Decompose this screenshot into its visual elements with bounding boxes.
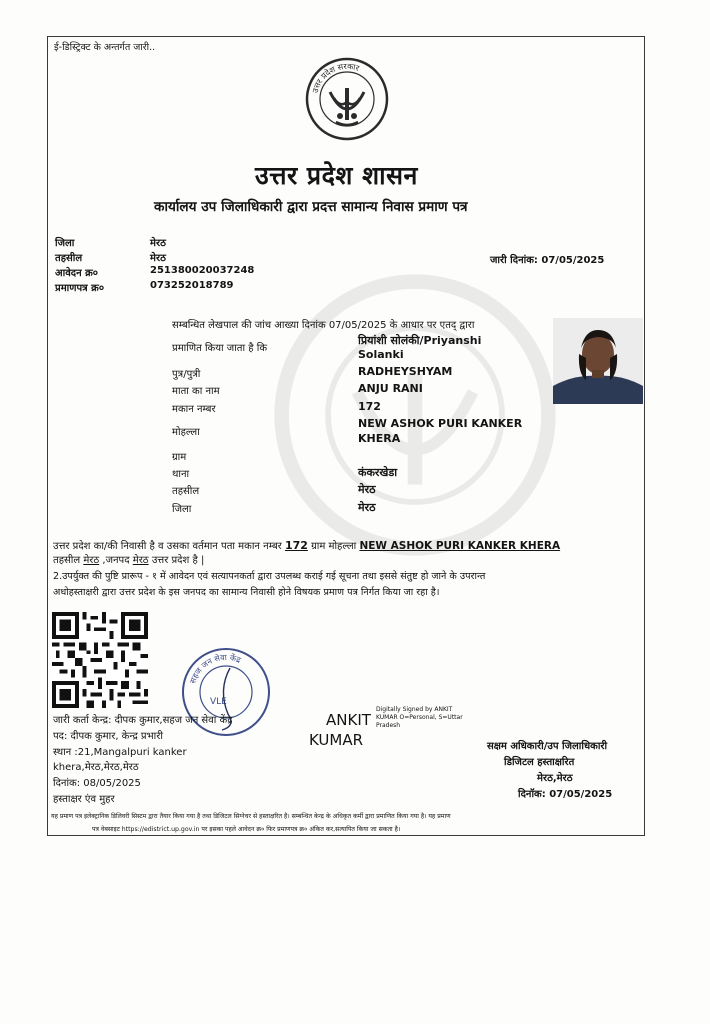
detail-label-police-station: थाना: [172, 469, 190, 480]
issue-date: जारी दिनांक: 07/05/2025: [490, 255, 605, 266]
district-label: जिला: [55, 238, 75, 249]
issuer-place-2: khera,मेरठ,मेरठ,मेरठ: [53, 762, 139, 773]
digital-sign-note-2: KUMAR O=Personal, S=Uttar: [376, 714, 463, 721]
page-title: उत्तर प्रदेश शासन: [255, 161, 418, 190]
district: मेरठ: [358, 501, 376, 514]
father-name: RADHEYSHYAM: [358, 365, 453, 378]
intro-line: सम्बन्धित लेखपाल की जांच आख्या दिनांक 07/05/2025 के आधार पर एतद् द्वारा: [172, 320, 475, 331]
detail-label-son-daughter: पुत्र/पुत्री: [172, 369, 201, 380]
certificate-subtitle: कार्यालय उप जिलाधिकारी द्वारा प्रदत्त सामान्य निवास प्रमाण पत्र: [154, 199, 468, 215]
detail-label-certified: प्रमाणित किया जाता है कि: [172, 343, 268, 354]
residence-locality: NEW ASHOK PURI KANKER KHERA: [359, 540, 561, 552]
residence-text-a: उत्तर प्रदेश का/की निवासी है व उसका वर्तमान पता मकान नम्बर: [53, 541, 282, 552]
residence-text-b: ग्राम मोहल्ला: [311, 541, 357, 552]
edistrict-note: ई-डिस्ट्रिक्ट के अन्तर्गत जारी..: [54, 42, 156, 53]
authority-digital-sign: डिजिटल हस्ताक्षरित: [504, 757, 575, 768]
application-no-label: आवेदन क्र०: [55, 268, 99, 279]
footer-line-2: पत्र वेबसाइट https://edistrict.up.gov.in पर इसका पहले आवेदन क्र० फिर प्रमाणपत्र क्र० अंकित कर,सत्यापित किया जा सकता है।: [92, 826, 401, 833]
digital-signer-name-1: ANKIT: [326, 711, 371, 729]
detail-label-locality: मोहल्ला: [172, 427, 200, 438]
issuer-date: दिनांक: 08/05/2025: [53, 778, 141, 789]
certificate-no-value: 073252018789: [150, 280, 234, 291]
residence-district: मेरठ: [132, 555, 149, 566]
issuing-center: जारी कर्ता केन्द्र: दीपक कुमार,सहज जन सेवा केंद्र: [53, 715, 233, 726]
qr-code-icon: [52, 612, 148, 708]
detail-label-house: मकान नम्बर: [172, 404, 216, 415]
authority-date: दिनॉक: 07/05/2025: [518, 789, 613, 800]
residence-tehsil: मेरठ: [83, 555, 100, 566]
tehsil-label: तहसील: [55, 253, 83, 264]
issuer-post: पद: दीपक कुमार, केन्द्र प्रभारी: [53, 731, 163, 742]
detail-label-mother: माता का नाम: [172, 386, 220, 397]
applicant-name-cont: Solanki: [358, 348, 404, 361]
tehsil-value: मेरठ: [150, 253, 166, 264]
digital-signer-name-2: KUMAR: [309, 731, 364, 749]
mother-name: ANJU RANI: [358, 382, 423, 395]
watermark-emblem-icon: [270, 270, 560, 560]
applicant-photo: [553, 318, 643, 404]
authority-title: सक्षम अधिकारी/उप जिलाधिकारी: [487, 741, 608, 752]
emblem-text: उत्तर प्रदेश सरकार: [310, 61, 361, 94]
detail-label-village: ग्राम: [172, 452, 187, 463]
house-number: 172: [358, 400, 381, 413]
locality-cont: KHERA: [358, 432, 401, 445]
footer-line-1: यह प्रमाण पत्र इलेक्ट्रानिक डिलिवरी सिस्टम द्वारा तैयार किया गया है तथा डिजिटल सिग्नेचर से हस्ताक्षरित है। सम्बन्धित केन्द्र के अधिकृत कर्मी द्वारा प्रमाणित किया गया है। यह प्रमाण: [51, 813, 451, 820]
up-govt-emblem-icon: [304, 56, 390, 142]
tehsil: मेरठ: [358, 483, 376, 496]
detail-label-tehsil: तहसील: [172, 486, 200, 497]
locality: NEW ASHOK PURI KANKER: [358, 417, 523, 430]
digital-sign-note-3: Pradesh: [376, 722, 401, 729]
applicant-name: प्रियांशी सोलंकी/Priyanshi: [358, 334, 482, 347]
residence-house-no: 172: [284, 539, 308, 552]
svg-text:उत्तर प्रदेश सरकार: [311, 62, 361, 94]
district-value: मेरठ: [150, 238, 166, 249]
issuer-sign-seal: हस्ताक्षर एंव मुहर: [53, 794, 115, 805]
police-station: कंकरखेडा: [358, 466, 398, 479]
detail-label-district: जिला: [172, 504, 192, 515]
authority-place: मेरठ,मेरठ: [537, 773, 573, 784]
digital-sign-note-1: Digitally Signed by ANKIT: [376, 706, 453, 713]
application-no-value: 251380020037248: [150, 265, 255, 276]
certificate-no-label: प्रमाणपत्र क्र०: [55, 283, 105, 294]
verification-line-2: अधोहस्ताक्षरी द्वारा उत्तर प्रदेश के इस जनपद का सामान्य निवासी होने विषयक प्रमाण पत्र निर्गत किया जा रहा है।: [53, 587, 440, 598]
issuer-place-1: स्थान :21,Mangalpuri kanker: [53, 747, 187, 758]
seal-ring-text: सहज जन सेवा केंद्र: [188, 652, 242, 685]
seal-center-text: VLE: [210, 697, 227, 707]
residence-text-d: ,जनपद: [102, 555, 130, 566]
residence-text-c: तहसील: [53, 555, 81, 566]
verification-line-1: 2.उपर्युक्त की पुष्टि प्रारूप - १ में आवेदन एवं सत्यापनकर्ता द्वारा उपलब्ध कराई गई सूचना तथा इससे संतुष्ट हो जाने के उपरान्त: [53, 571, 486, 582]
residence-text-e: उत्तर प्रदेश है |: [151, 555, 205, 566]
